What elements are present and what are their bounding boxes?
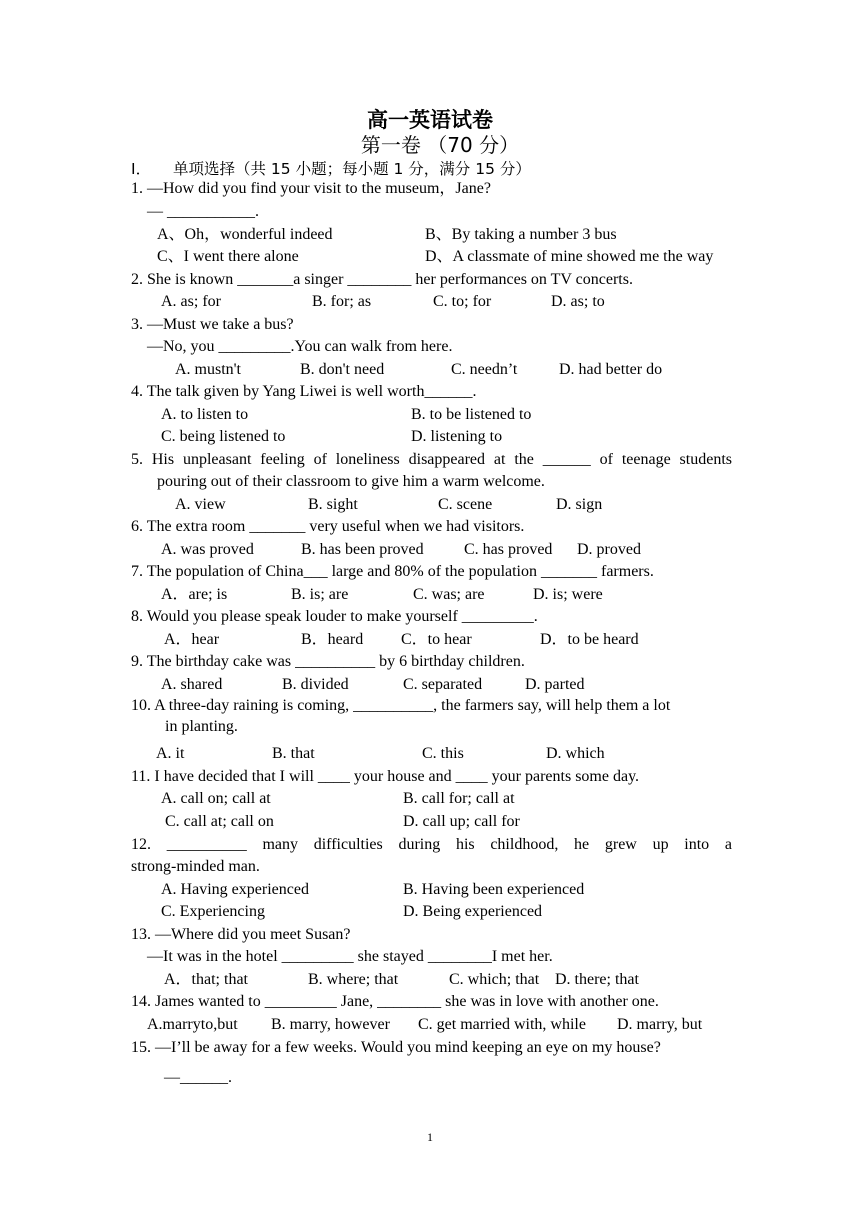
- question-13-option-c: C. which; that: [449, 971, 540, 988]
- question-12-continuation: strong-minded man.: [131, 858, 260, 875]
- question-8-option-d: D．to be heard: [540, 631, 639, 648]
- question-5-continuation: pouring out of their classroom to give him a warm welcome.: [157, 473, 545, 490]
- question-10-option-c: C. this: [422, 745, 464, 762]
- question-1-option-b: B、By taking a number 3 bus: [425, 226, 617, 243]
- question-13-option-d: D. there; that: [555, 971, 639, 988]
- question-10-continuation: in planting.: [165, 718, 238, 735]
- question-2-stem: 2. She is known _______a singer ________ her performances on TV concerts.: [131, 271, 633, 288]
- question-3-stem: 3. —Must we take a bus?: [131, 316, 294, 333]
- question-8-option-b: B．heard: [301, 631, 364, 648]
- question-11-option-c: C. call at; call on: [165, 813, 274, 830]
- question-9-option-c: C. separated: [403, 676, 483, 693]
- question-3-reply: —No, you _________.You can walk from here.: [147, 338, 453, 355]
- question-11-option-d: D. call up; call for: [403, 813, 520, 830]
- question-6-option-a: A. was proved: [161, 541, 254, 558]
- question-14-option-d: D. marry, but: [617, 1016, 703, 1033]
- question-9-option-b: B. divided: [282, 676, 349, 693]
- question-3-option-b: B. don't need: [300, 361, 385, 378]
- question-9-stem: 9. The birthday cake was __________ by 6 birthday children.: [131, 653, 525, 670]
- question-6-option-c: C. has proved: [464, 541, 553, 558]
- question-3-option-d: D. had better do: [559, 361, 663, 378]
- question-8-option-c: C．to hear: [401, 631, 472, 648]
- question-10-stem: 10. A three-day raining is coming, __________, the farmers say, will help them a lot: [131, 697, 671, 714]
- question-2-option-d: D. as; to: [551, 293, 605, 310]
- question-5-option-c: C. scene: [438, 496, 493, 513]
- question-11-option-a: A. call on; call at: [161, 790, 271, 807]
- question-12-option-a: A. Having experienced: [161, 881, 309, 898]
- question-5-stem: 5. His unpleasant feeling of loneliness disappeared at the ______ of teenage students: [131, 451, 732, 468]
- question-12-option-d: D. Being experienced: [403, 903, 543, 920]
- question-14-option-a: A.marryto,but: [147, 1016, 238, 1033]
- question-2-option-a: A. as; for: [161, 293, 221, 310]
- question-13-reply: —It was in the hotel _________ she stayed ________I met her.: [147, 948, 553, 965]
- question-4-option-d: D. listening to: [411, 428, 503, 445]
- question-4-option-b: B. to be listened to: [411, 406, 532, 423]
- section-instructions: 单项选择（共 15 小题；每小题 1 分，满分 15 分）: [173, 160, 531, 178]
- question-1-option-c: C、I went there alone: [157, 248, 299, 265]
- question-3-option-a: A. mustn't: [175, 361, 241, 378]
- question-1-option-d: D、A classmate of mine showed me the way: [425, 248, 714, 265]
- question-7-option-b: B. is; are: [291, 586, 349, 603]
- page-title: 高一英语试卷: [367, 108, 493, 132]
- question-6-option-b: B. has been proved: [301, 541, 424, 558]
- section-heading: [131, 157, 531, 179]
- question-1-option-a: A、Oh，wonderful indeed: [157, 226, 333, 243]
- question-12-option-c: C. Experiencing: [161, 903, 265, 920]
- question-11-option-b: B. call for; call at: [403, 790, 515, 807]
- question-10-option-d: D. which: [546, 745, 605, 762]
- question-2-option-c: C. to; for: [433, 293, 492, 310]
- page-subtitle: 第一卷 （70 分）: [360, 133, 520, 157]
- question-6-option-d: D. proved: [577, 541, 641, 558]
- question-15-stem: 15. —I’ll be away for a few weeks. Would you mind keeping an eye on my house?: [131, 1039, 661, 1056]
- question-13-option-a: A．that; that: [164, 971, 248, 988]
- question-7-stem: 7. The population of China___ large and 80% of the population _______ farmers.: [131, 563, 654, 580]
- question-8-option-a: A．hear: [164, 631, 220, 648]
- question-14-option-c: C. get married with, while: [418, 1016, 586, 1033]
- question-4-option-c: C. being listened to: [161, 428, 286, 445]
- question-14-option-b: B. marry, however: [271, 1016, 390, 1033]
- question-13-option-b: B. where; that: [308, 971, 399, 988]
- question-12-stem: 12. __________ many difficulties during his childhood, he grew up into a: [131, 836, 732, 853]
- question-9-option-d: D. parted: [525, 676, 585, 693]
- question-9-option-a: A. shared: [161, 676, 223, 693]
- question-13-stem: 13. —Where did you meet Susan?: [131, 926, 351, 943]
- question-8-stem: 8. Would you please speak louder to make yourself _________.: [131, 608, 538, 625]
- question-10-option-a: A. it: [156, 745, 185, 762]
- question-3-option-c: C. needn’t: [451, 361, 518, 378]
- question-5-option-d: D. sign: [556, 496, 603, 513]
- question-11-stem: 11. I have decided that I will ____ your house and ____ your parents some day.: [131, 768, 640, 785]
- question-7-option-a: A．are; is: [161, 586, 228, 603]
- question-6-stem: 6. The extra room _______ very useful when we had visitors.: [131, 518, 525, 535]
- question-1-blank: — ___________.: [147, 203, 259, 220]
- question-5-option-b: B. sight: [308, 496, 358, 513]
- question-5-option-a: A. view: [175, 496, 226, 513]
- question-1-stem: 1. —How did you find your visit to the museum，Jane?: [131, 180, 491, 197]
- question-2-option-b: B. for; as: [312, 293, 372, 310]
- page-number: 1: [427, 1130, 433, 1144]
- question-7-option-c: C. was; are: [413, 586, 485, 603]
- question-4-stem: 4. The talk given by Yang Liwei is well worth______.: [131, 383, 477, 400]
- question-4-option-a: A. to listen to: [161, 406, 249, 423]
- question-12-option-b: B. Having been experienced: [403, 881, 585, 898]
- question-7-option-d: D. is; were: [533, 586, 603, 603]
- question-14-stem: 14. James wanted to _________ Jane, ________ she was in love with another one.: [131, 993, 659, 1010]
- question-10-option-b: B. that: [272, 745, 315, 762]
- section-number: I．: [131, 160, 152, 178]
- question-15-reply: —______.: [164, 1069, 232, 1086]
